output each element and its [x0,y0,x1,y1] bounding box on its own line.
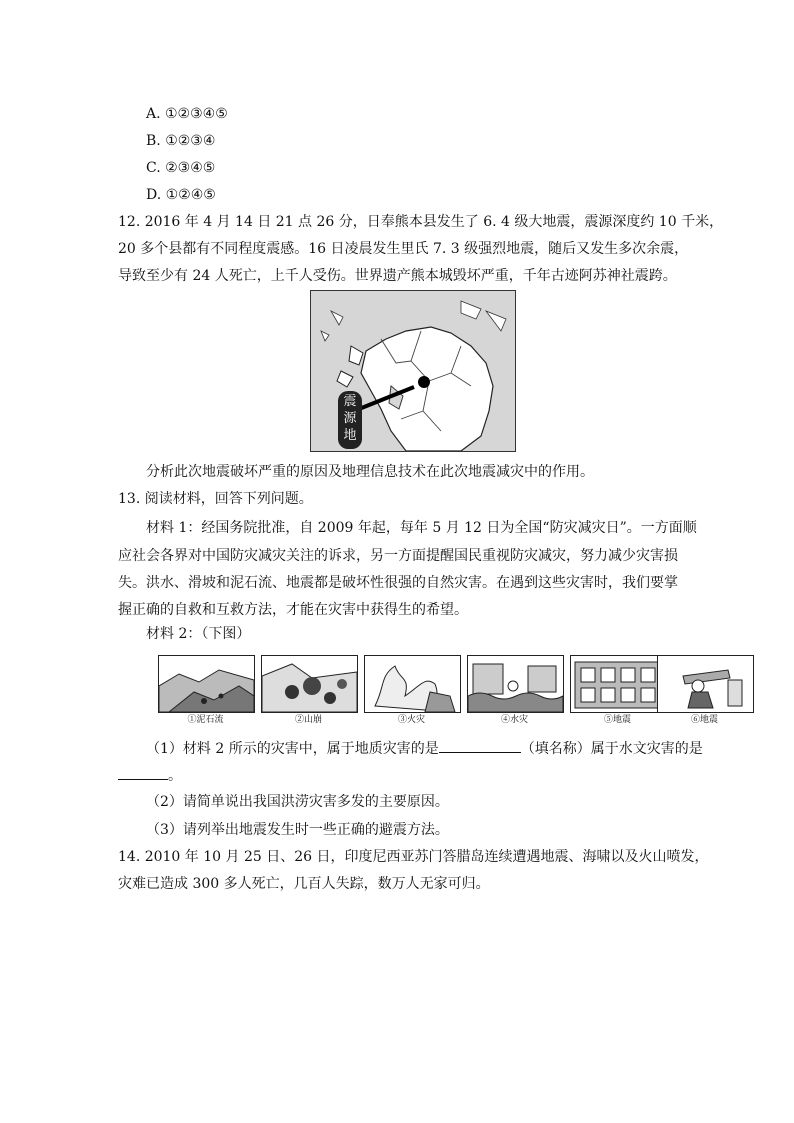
q12-line-1: 12. 2016 年 4 月 14 日 21 点 26 分，日奉熊本县发生了 6. 4 级大地震，震源深度约 10 千米， [118,214,724,230]
epicenter-label-char-1: 震 [343,394,357,409]
q12-question: 分析此次地震破坏严重的原因及地理信息技术在此次地震减灾中的作用。 [146,464,594,480]
q13-material1-line-1: 材料 1：经国务院批准，自 2009 年起，每年 5 月 12 日为全国“防灾减灾日”。一方面顺 [146,520,697,536]
option-b: B. ①②③④ [146,133,216,149]
option-a: A. ①②③④⑤ [146,106,228,122]
q13-sub2: （2）请简单说出我国洪涝灾害多发的主要原因。 [146,794,449,810]
landslide-illustration [262,656,357,712]
answer-blank-geological[interactable] [439,738,521,753]
disaster-panel-1 [158,655,255,713]
q13-sub1-end: 。 [168,768,182,784]
earthquake-building-illustration [571,656,666,712]
q14-line-2: 灾难已造成 300 多人死亡，几百人失踪，数万人无家可归。 [118,876,490,892]
q13-sub1-line-1 [146,738,703,759]
q12-line-2: 20 多个县都有不同程度震感。16 日凌晨发生里氏 7. 3 级强烈地震，随后又发生多次余震， [118,241,689,257]
fire-illustration [365,656,460,712]
caption-1: ①泥石流 [187,715,224,725]
disaster-picture-strip [158,655,752,729]
earthquake-shelter-illustration [658,656,753,712]
option-d: D. ①②④⑤ [146,187,216,203]
q13-sub1-text-b: （填名称）属于水文灾害的是 [520,741,703,757]
disaster-panel-5 [570,655,667,713]
option-c: C. ②③④⑤ [146,160,216,176]
caption-3: ③火灾 [397,715,425,725]
answer-blank-hydrological[interactable] [118,765,168,780]
caption-2: ②山崩 [294,715,322,725]
q12-line-3: 导致至少有 24 人死亡，上千人受伤。世界遗产熊本城毁坏严重，千年古迹阿苏神社震跨。 [118,268,677,284]
disaster-panel-3 [364,655,461,713]
mudslide-illustration [159,656,254,712]
q13-material1-line-2: 应社会各界对中国防灾减灾关注的诉求，另一方面提醒国民重视防灾减灾，努力减少灾害损 [118,548,678,564]
q13-sub3: （3）请列举出地震发生时一些正确的避震方法。 [146,822,449,838]
epicenter-label-char-3: 地 [343,428,357,443]
caption-4: ④水灾 [500,715,528,725]
q14-line-1: 14. 2010 年 10 月 25 日、26 日，印度尼西亚苏门答腊岛连续遭遇地震、海啸以及火山喷发， [118,849,709,865]
disaster-panel-6 [657,655,754,713]
caption-5: ⑤地震 [603,715,631,725]
q13-sub1-line-2 [118,765,182,786]
q13-sub1-text-a: （1）材料 2 所示的灾害中，属于地质灾害的是 [146,741,439,757]
disaster-panel-2 [261,655,358,713]
q13-material1-line-4: 握正确的自救和互救方法，才能在灾害中获得生的希望。 [118,602,468,618]
caption-6: ⑥地震 [690,715,718,725]
epicenter-label-char-2: 源 [343,411,357,426]
q13-title: 13. 阅读材料，回答下列问题。 [118,491,313,507]
q13-material1-line-3: 失。洪水、滑坡和泥石流、地震都是破坏性很强的自然灾害。在遇到这些灾害时，我们要掌 [118,575,678,591]
epicenter-label [338,393,362,444]
epicenter-map [310,290,516,452]
q13-material2-label: 材料 2：（下图） [146,626,251,642]
flood-illustration [468,656,563,712]
disaster-panel-4 [467,655,564,713]
